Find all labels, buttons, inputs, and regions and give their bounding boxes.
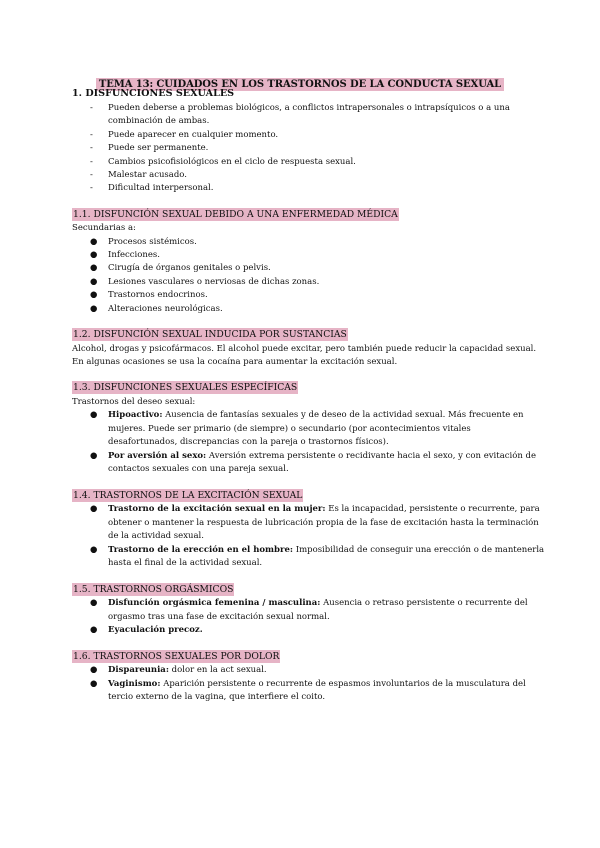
- heading-text: 1.5. TRASTORNOS ORGÁSMICOS: [73, 584, 234, 595]
- dash-marker: -: [90, 103, 93, 113]
- list-item: Puede aparecer en cualquier momento.: [108, 130, 279, 140]
- list-item-continuation: hasta el final de la actividad sexual.: [108, 558, 263, 568]
- section-1-1-heading: [72, 209, 399, 220]
- list-item: [108, 450, 536, 463]
- definition: dolor en la act sexual.: [168, 665, 267, 675]
- bullet-marker: ●: [90, 290, 98, 300]
- heading-text: 1.4. TRASTORNOS DE LA EXCITACIÓN SEXUAL: [73, 490, 303, 501]
- heading-text: 1.3. DISFUNCIONES SEXUALES ESPECÍFICAS: [73, 382, 298, 393]
- definition: Ausencia o retraso persistente o recurrente del: [320, 598, 528, 608]
- list-item-continuation: mujeres. Puede ser primario (de siempre) o secundario (por acontecimientos vitales: [108, 424, 471, 434]
- list-item-continuation: orgasmo tras una fase de excitación sexual normal.: [108, 612, 330, 622]
- bullet-marker: ●: [90, 304, 98, 314]
- dash-marker: -: [90, 130, 93, 140]
- section-1-5-heading: [72, 584, 234, 595]
- term: Disfunción orgásmica femenina / masculina:: [108, 598, 321, 608]
- definition: Ausencia de fantasías sexuales y de deseo de la actividad sexual. Más frecuente en: [162, 410, 524, 420]
- term: Trastorno de la excitación sexual en la mujer:: [108, 504, 326, 514]
- list-item-continuation: obtener o mantener la respuesta de lubricación propia de la fase de excitación hasta la terminación: [108, 518, 539, 528]
- definition: Imposibilidad de conseguir una erección o de mantenerla: [293, 545, 545, 555]
- bullet-marker: ●: [90, 410, 98, 420]
- section-1-heading: 1. DISFUNCIONES SEXUALES: [72, 88, 235, 99]
- term: Por aversión al sexo:: [108, 451, 207, 461]
- list-item: Procesos sistémicos.: [108, 237, 197, 247]
- list-item: [108, 544, 544, 557]
- list-item-continuation: de la actividad sexual.: [108, 531, 204, 541]
- list-item: Cambios psicofisiológicos en el ciclo de respuesta sexual.: [108, 157, 356, 167]
- term: Vaginismo:: [108, 679, 161, 689]
- definition: Aparición persistente o recurrente de espasmos involuntarios de la musculatura del: [160, 679, 526, 689]
- section-1-4-heading: [72, 490, 303, 501]
- list-item: Lesiones vasculares o nerviosas de dichas zonas.: [108, 277, 320, 287]
- list-item: Infecciones.: [108, 250, 160, 260]
- section-1-3-heading: [72, 382, 298, 393]
- list-item: [108, 624, 203, 637]
- heading-text: 1.6. TRASTORNOS SEXUALES POR DOLOR: [73, 651, 280, 662]
- bullet-marker: ●: [90, 679, 98, 689]
- section-1-1-intro: Secundarias a:: [72, 223, 136, 233]
- term: Trastorno de la erección en el hombre:: [108, 545, 294, 555]
- list-item: [108, 409, 523, 422]
- bullet-marker: ●: [90, 451, 98, 461]
- bullet-marker: ●: [90, 263, 98, 273]
- title-text: TEMA 13: CUIDADOS EN LOS TRASTORNOS DE LA CONDUCTA SEXUAL: [96, 78, 504, 91]
- heading-text: 1.2. DISFUNCIÓN SEXUAL INDUCIDA POR SUSTANCIAS: [73, 329, 347, 340]
- dash-marker: -: [90, 183, 93, 193]
- section-1-6-heading: [72, 651, 280, 662]
- section-1-2-heading: [72, 329, 348, 340]
- section-1-3-intro: Trastornos del deseo sexual:: [72, 397, 196, 407]
- bullet-marker: ●: [90, 504, 98, 514]
- bullet-marker: ●: [90, 250, 98, 260]
- term: Hipoactivo:: [108, 410, 163, 420]
- list-item-continuation: combinación de ambas.: [108, 116, 210, 126]
- definition: Aversión extrema persistente o recidivante hacia el sexo, y con evitación de: [206, 451, 537, 461]
- list-item: Puede ser permanente.: [108, 143, 209, 153]
- bullet-marker: ●: [90, 545, 98, 555]
- list-item: Malestar acusado.: [108, 170, 187, 180]
- paragraph-line: En algunas ocasiones se usa la cocaína para aumentar la excitación sexual.: [72, 357, 398, 367]
- list-item: Alteraciones neurológicas.: [108, 304, 223, 314]
- list-item: [108, 664, 267, 677]
- list-item-continuation: contactos sexuales con una pareja sexual.: [108, 464, 289, 474]
- list-item: [108, 678, 526, 691]
- bullet-marker: ●: [90, 237, 98, 247]
- heading-text: 1.1. DISFUNCIÓN SEXUAL DEBIDO A UNA ENFERMEDAD MÉDICA: [73, 209, 398, 220]
- bullet-marker: ●: [90, 625, 98, 635]
- list-item-continuation: tercio externo de la vagina, que interfiere el coito.: [108, 692, 326, 702]
- list-item: [108, 503, 540, 516]
- dash-marker: -: [90, 157, 93, 167]
- dash-marker: -: [90, 143, 93, 153]
- term: Eyaculación precoz.: [108, 625, 203, 635]
- definition: Es la incapacidad, persistente o recurrente, para: [325, 504, 540, 514]
- bullet-marker: ●: [90, 598, 98, 608]
- list-item: Dificultad interpersonal.: [108, 183, 214, 193]
- list-item-continuation: desafortunados, discrepancias con la pareja o trastornos físicos).: [108, 437, 389, 447]
- bullet-marker: ●: [90, 665, 98, 675]
- list-item: [108, 597, 528, 610]
- dash-marker: -: [90, 170, 93, 180]
- term: Dispareunia:: [108, 665, 169, 675]
- bullet-marker: ●: [90, 277, 98, 287]
- list-item: Pueden deberse a problemas biológicos, a conflictos intrapersonales o intrapsíquicos o a una: [108, 103, 510, 113]
- list-item: Cirugía de órganos genitales o pelvis.: [108, 263, 271, 273]
- paragraph-line: Alcohol, drogas y psicofármacos. El alcohol puede excitar, pero también puede reducir la capacidad sexual.: [72, 344, 537, 354]
- list-item: Trastornos endocrinos.: [108, 290, 208, 300]
